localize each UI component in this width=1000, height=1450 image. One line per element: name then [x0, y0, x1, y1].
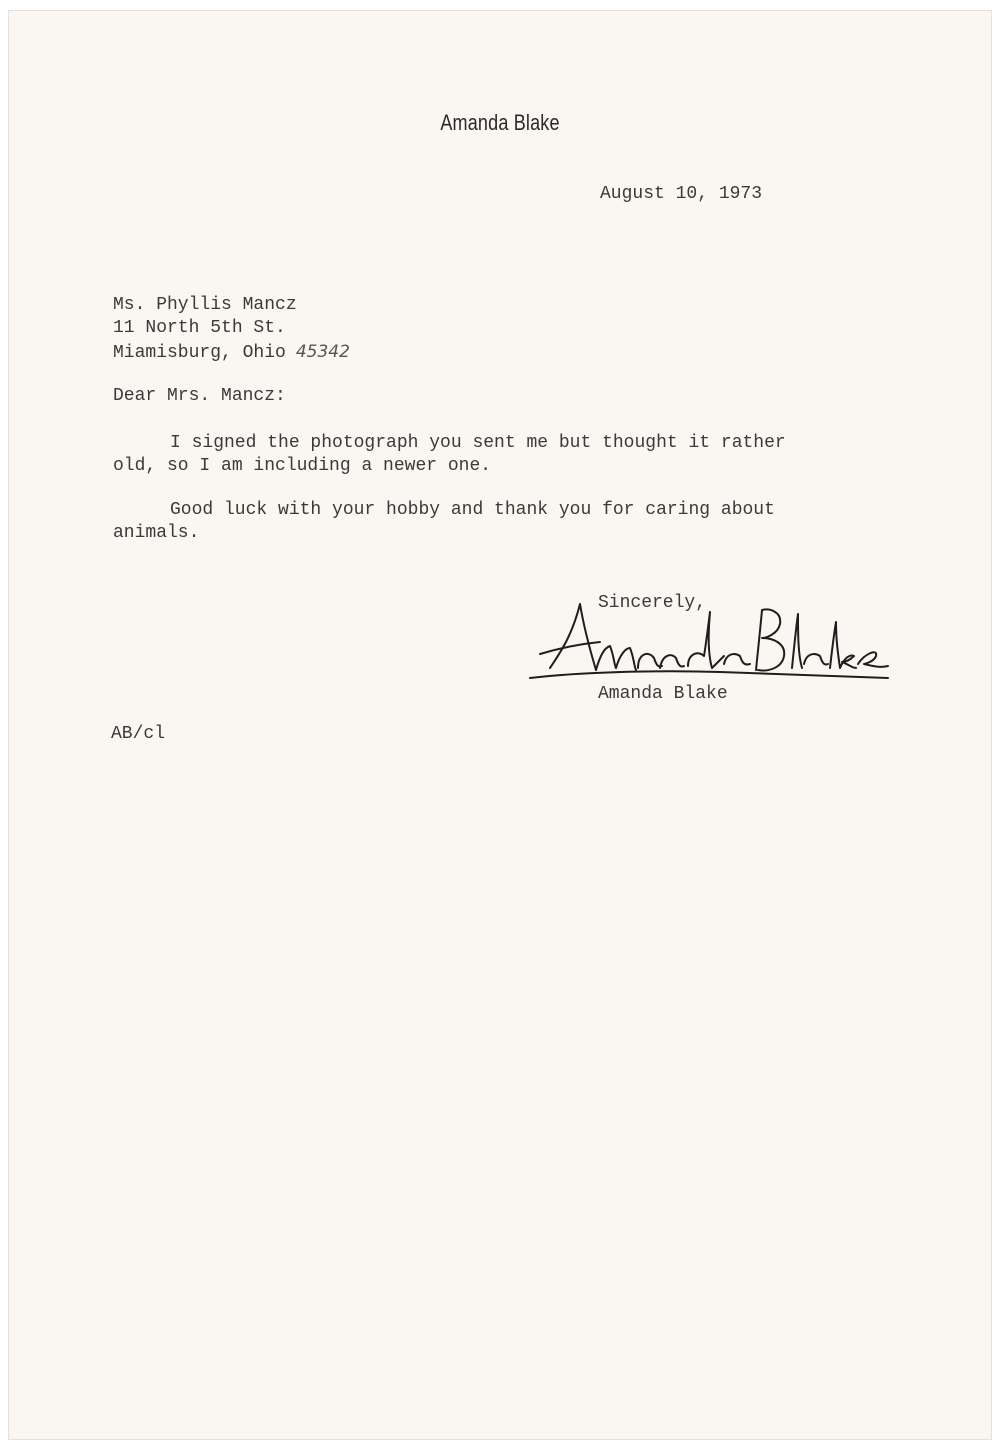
- paragraph-1-line-1: I signed the photograph you sent me but thought it rather: [170, 433, 786, 453]
- closing: Sincerely,: [598, 593, 707, 613]
- recipient-name: Ms. Phyllis Mancz: [113, 295, 297, 315]
- recipient-street: 11 North 5th St.: [113, 318, 286, 338]
- reference-initials: AB/cl: [111, 724, 166, 744]
- paragraph-2-line-1: Good luck with your hobby and thank you for caring about: [170, 500, 775, 520]
- recipient-city-line: [113, 341, 350, 365]
- typed-name: Amanda Blake: [598, 684, 728, 704]
- paragraph-1-line-2: old, so I am including a newer one.: [113, 456, 492, 476]
- recipient-city: Miamisburg, Ohio: [113, 343, 286, 363]
- recipient-zip: 45342: [295, 342, 350, 362]
- letterhead: Amanda Blake: [440, 110, 560, 135]
- salutation: Dear Mrs. Mancz:: [113, 386, 286, 406]
- paragraph-2-line-2: animals.: [113, 523, 200, 543]
- letter-date: August 10, 1973: [600, 184, 763, 204]
